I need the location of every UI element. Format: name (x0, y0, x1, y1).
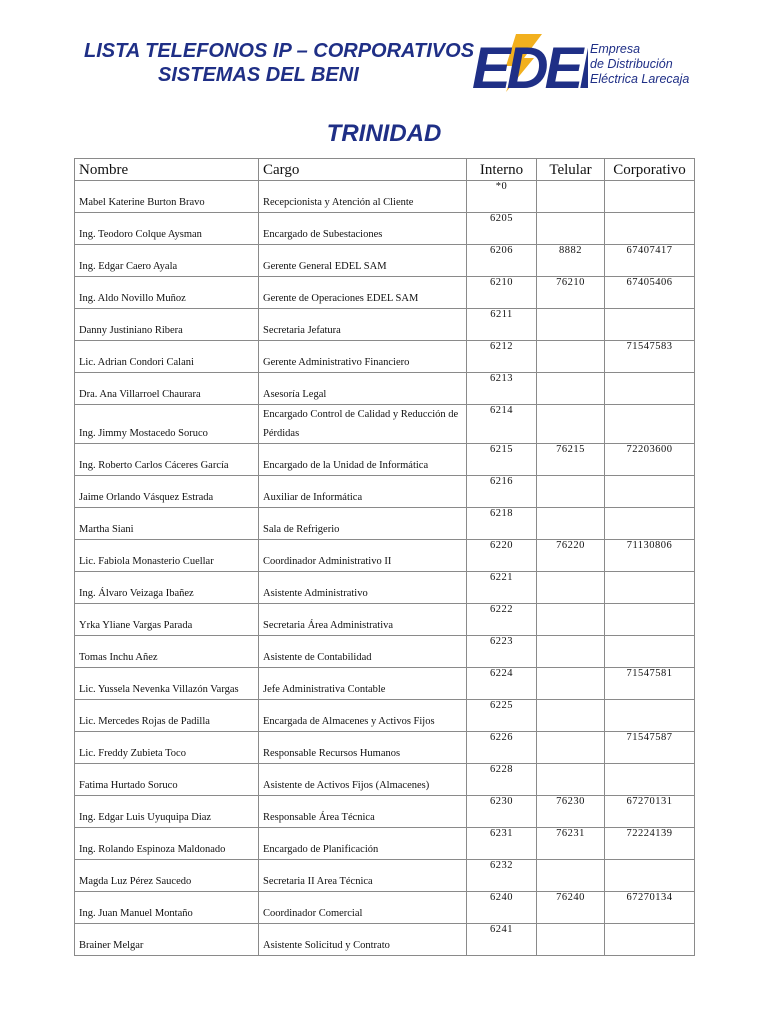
cell-nombre: Jaime Orlando Vásquez Estrada (75, 476, 259, 508)
col-header-nombre: Nombre (75, 159, 259, 181)
cell-interno: 6231 (467, 828, 537, 860)
cell-interno: 6210 (467, 277, 537, 309)
cell-telular (537, 213, 605, 245)
cell-nombre: Lic. Freddy Zubieta Toco (75, 732, 259, 764)
cell-telular (537, 373, 605, 405)
table-row (75, 373, 695, 405)
cell-nombre: Lic. Fabiola Monasterio Cuellar (75, 540, 259, 572)
cell-cargo: Coordinador Comercial (259, 892, 467, 924)
cell-cargo: Gerente de Operaciones EDEL SAM (259, 277, 467, 309)
cell-nombre: Fatima Hurtado Soruco (75, 764, 259, 796)
cell-interno: 6205 (467, 213, 537, 245)
cell-corporativo: 72203600 (605, 444, 695, 476)
cell-cargo: Recepcionista y Atención al Cliente (259, 181, 467, 213)
table-row (75, 796, 695, 828)
table-row (75, 828, 695, 860)
cell-telular: 76230 (537, 796, 605, 828)
cell-telular (537, 508, 605, 540)
cell-corporativo (605, 373, 695, 405)
cell-telular (537, 405, 605, 444)
cell-interno: 6225 (467, 700, 537, 732)
cell-telular (537, 476, 605, 508)
col-header-cargo: Cargo (259, 159, 467, 181)
cell-corporativo: 67270131 (605, 796, 695, 828)
cell-nombre: Tomas Inchu Añez (75, 636, 259, 668)
table-row (75, 540, 695, 572)
cell-telular (537, 572, 605, 604)
cell-corporativo (605, 700, 695, 732)
table-row (75, 181, 695, 213)
cell-corporativo (605, 508, 695, 540)
cell-cargo: Asesoría Legal (259, 373, 467, 405)
cell-telular (537, 181, 605, 213)
cell-telular: 76220 (537, 540, 605, 572)
cell-corporativo (605, 604, 695, 636)
cell-interno: 6221 (467, 572, 537, 604)
cell-nombre: Mabel Katerine Burton Bravo (75, 181, 259, 213)
cell-telular (537, 924, 605, 956)
cell-cargo: Jefe Administrativa Contable (259, 668, 467, 700)
cell-cargo: Secretaria Área Administrativa (259, 604, 467, 636)
cell-nombre: Ing. Juan Manuel Montaño (75, 892, 259, 924)
cell-interno: 6224 (467, 668, 537, 700)
cell-interno: 6220 (467, 540, 537, 572)
cell-corporativo (605, 213, 695, 245)
cell-corporativo: 71547587 (605, 732, 695, 764)
edel-logo-mark-icon (470, 30, 588, 100)
table-row (75, 508, 695, 540)
table-row (75, 860, 695, 892)
cell-interno: 6206 (467, 245, 537, 277)
cell-cargo: Encargado Control de Calidad y Reducción de Pérdidas (259, 405, 467, 444)
cell-corporativo (605, 181, 695, 213)
cell-cargo: Encargado de la Unidad de Informática (259, 444, 467, 476)
cell-cargo: Gerente General EDEL SAM (259, 245, 467, 277)
cell-nombre: Lic. Mercedes Rojas de Padilla (75, 700, 259, 732)
cell-cargo: Responsable Recursos Humanos (259, 732, 467, 764)
cell-nombre: Ing. Jimmy Mostacedo Soruco (75, 405, 259, 444)
city-heading: TRINIDAD (326, 120, 442, 147)
cell-corporativo (605, 405, 695, 444)
cell-nombre: Brainer Melgar (75, 924, 259, 956)
cell-telular (537, 309, 605, 341)
cell-cargo: Asistente de Contabilidad (259, 636, 467, 668)
logo-tagline-line2: de Distribución (590, 57, 673, 71)
cell-corporativo (605, 924, 695, 956)
page-header (0, 0, 768, 110)
col-header-interno: Interno (467, 159, 537, 181)
table-row (75, 277, 695, 309)
cell-telular (537, 732, 605, 764)
cell-interno: *0 (467, 181, 537, 213)
cell-nombre: Lic. Adrian Condori Calani (75, 341, 259, 373)
cell-corporativo (605, 764, 695, 796)
cell-cargo: Secretaria Jefatura (259, 309, 467, 341)
cell-corporativo: 67407417 (605, 245, 695, 277)
cell-cargo: Encargado de Subestaciones (259, 213, 467, 245)
cell-interno: 6240 (467, 892, 537, 924)
cell-cargo: Responsable Área Técnica (259, 796, 467, 828)
cell-corporativo: 71547581 (605, 668, 695, 700)
cell-interno: 6211 (467, 309, 537, 341)
table-row (75, 405, 695, 444)
cell-interno: 6228 (467, 764, 537, 796)
cell-interno: 6230 (467, 796, 537, 828)
cell-nombre: Ing. Álvaro Veizaga Ibañez (75, 572, 259, 604)
table-row (75, 213, 695, 245)
cell-cargo: Coordinador Administrativo II (259, 540, 467, 572)
cell-telular: 76210 (537, 277, 605, 309)
logo-wordmark: EDE (472, 36, 580, 100)
table-row (75, 732, 695, 764)
logo-tagline (590, 42, 689, 87)
cell-nombre: Yrka Yliane Vargas Parada (75, 604, 259, 636)
table-body (75, 181, 695, 956)
cell-interno: 6218 (467, 508, 537, 540)
cell-cargo: Asistente Solicitud y Contrato (259, 924, 467, 956)
cell-cargo: Asistente Administrativo (259, 572, 467, 604)
table-row (75, 892, 695, 924)
table-header-row (75, 159, 695, 181)
phone-directory-table (74, 158, 695, 956)
cell-cargo: Auxiliar de Informática (259, 476, 467, 508)
cell-cargo: Asistente de Activos Fijos (Almacenes) (259, 764, 467, 796)
table-row (75, 245, 695, 277)
logo-tagline-line3: Eléctrica Larecaja (590, 72, 690, 86)
cell-interno: 6222 (467, 604, 537, 636)
cell-nombre: Martha Siani (75, 508, 259, 540)
cell-telular (537, 604, 605, 636)
cell-cargo: Gerente Administrativo Financiero (259, 341, 467, 373)
cell-corporativo (605, 860, 695, 892)
cell-corporativo: 71130806 (605, 540, 695, 572)
cell-corporativo: 71547583 (605, 341, 695, 373)
cell-nombre: Lic. Yussela Nevenka Villazón Vargas (75, 668, 259, 700)
cell-nombre: Magda Luz Pérez Saucedo (75, 860, 259, 892)
cell-nombre: Ing. Aldo Novillo Muñoz (75, 277, 259, 309)
table-row (75, 668, 695, 700)
cell-nombre: Ing. Rolando Espinoza Maldonado (75, 828, 259, 860)
edel-logo (470, 30, 690, 100)
cell-telular (537, 636, 605, 668)
cell-corporativo (605, 636, 695, 668)
cell-corporativo (605, 309, 695, 341)
cell-cargo: Sala de Refrigerio (259, 508, 467, 540)
cell-telular: 76240 (537, 892, 605, 924)
cell-telular: 8882 (537, 245, 605, 277)
document-title-line2: SISTEMAS DEL BENI (158, 64, 359, 86)
cell-interno: 6212 (467, 341, 537, 373)
table-row (75, 444, 695, 476)
cell-interno: 6226 (467, 732, 537, 764)
cell-nombre: Ing. Edgar Luis Uyuquipa Diaz (75, 796, 259, 828)
table-row (75, 572, 695, 604)
cell-corporativo: 67405406 (605, 277, 695, 309)
logo-tagline-line1: Empresa (590, 42, 641, 56)
cell-nombre: Dra. Ana Villarroel Chaurara (75, 373, 259, 405)
cell-interno: 6232 (467, 860, 537, 892)
cell-telular (537, 764, 605, 796)
cell-cargo: Encargado de Planificación (259, 828, 467, 860)
cell-corporativo: 72224139 (605, 828, 695, 860)
table-row (75, 341, 695, 373)
table-row (75, 700, 695, 732)
table-row (75, 604, 695, 636)
cell-telular (537, 668, 605, 700)
col-header-telular: Telular (537, 159, 605, 181)
cell-interno: 6216 (467, 476, 537, 508)
cell-interno: 6213 (467, 373, 537, 405)
col-header-corporativo: Corporativo (605, 159, 695, 181)
cell-telular: 76215 (537, 444, 605, 476)
cell-interno: 6215 (467, 444, 537, 476)
cell-corporativo: 67270134 (605, 892, 695, 924)
cell-nombre: Ing. Roberto Carlos Cáceres García (75, 444, 259, 476)
cell-nombre: Ing. Edgar Caero Ayala (75, 245, 259, 277)
cell-telular (537, 860, 605, 892)
cell-interno: 6223 (467, 636, 537, 668)
table-row (75, 924, 695, 956)
table-row (75, 476, 695, 508)
cell-corporativo (605, 476, 695, 508)
table-row (75, 636, 695, 668)
cell-interno: 6214 (467, 405, 537, 444)
cell-nombre: Ing. Teodoro Colque Aysman (75, 213, 259, 245)
cell-interno: 6241 (467, 924, 537, 956)
table-row (75, 764, 695, 796)
cell-telular (537, 700, 605, 732)
cell-nombre: Danny Justiniano Ribera (75, 309, 259, 341)
cell-telular (537, 341, 605, 373)
cell-cargo: Secretaria II Area Técnica (259, 860, 467, 892)
document-title-line1: LISTA TELEFONOS IP – CORPORATIVOS (84, 40, 475, 62)
cell-telular: 76231 (537, 828, 605, 860)
cell-cargo: Encargada de Almacenes y Activos Fijos (259, 700, 467, 732)
table-row (75, 309, 695, 341)
cell-corporativo (605, 572, 695, 604)
